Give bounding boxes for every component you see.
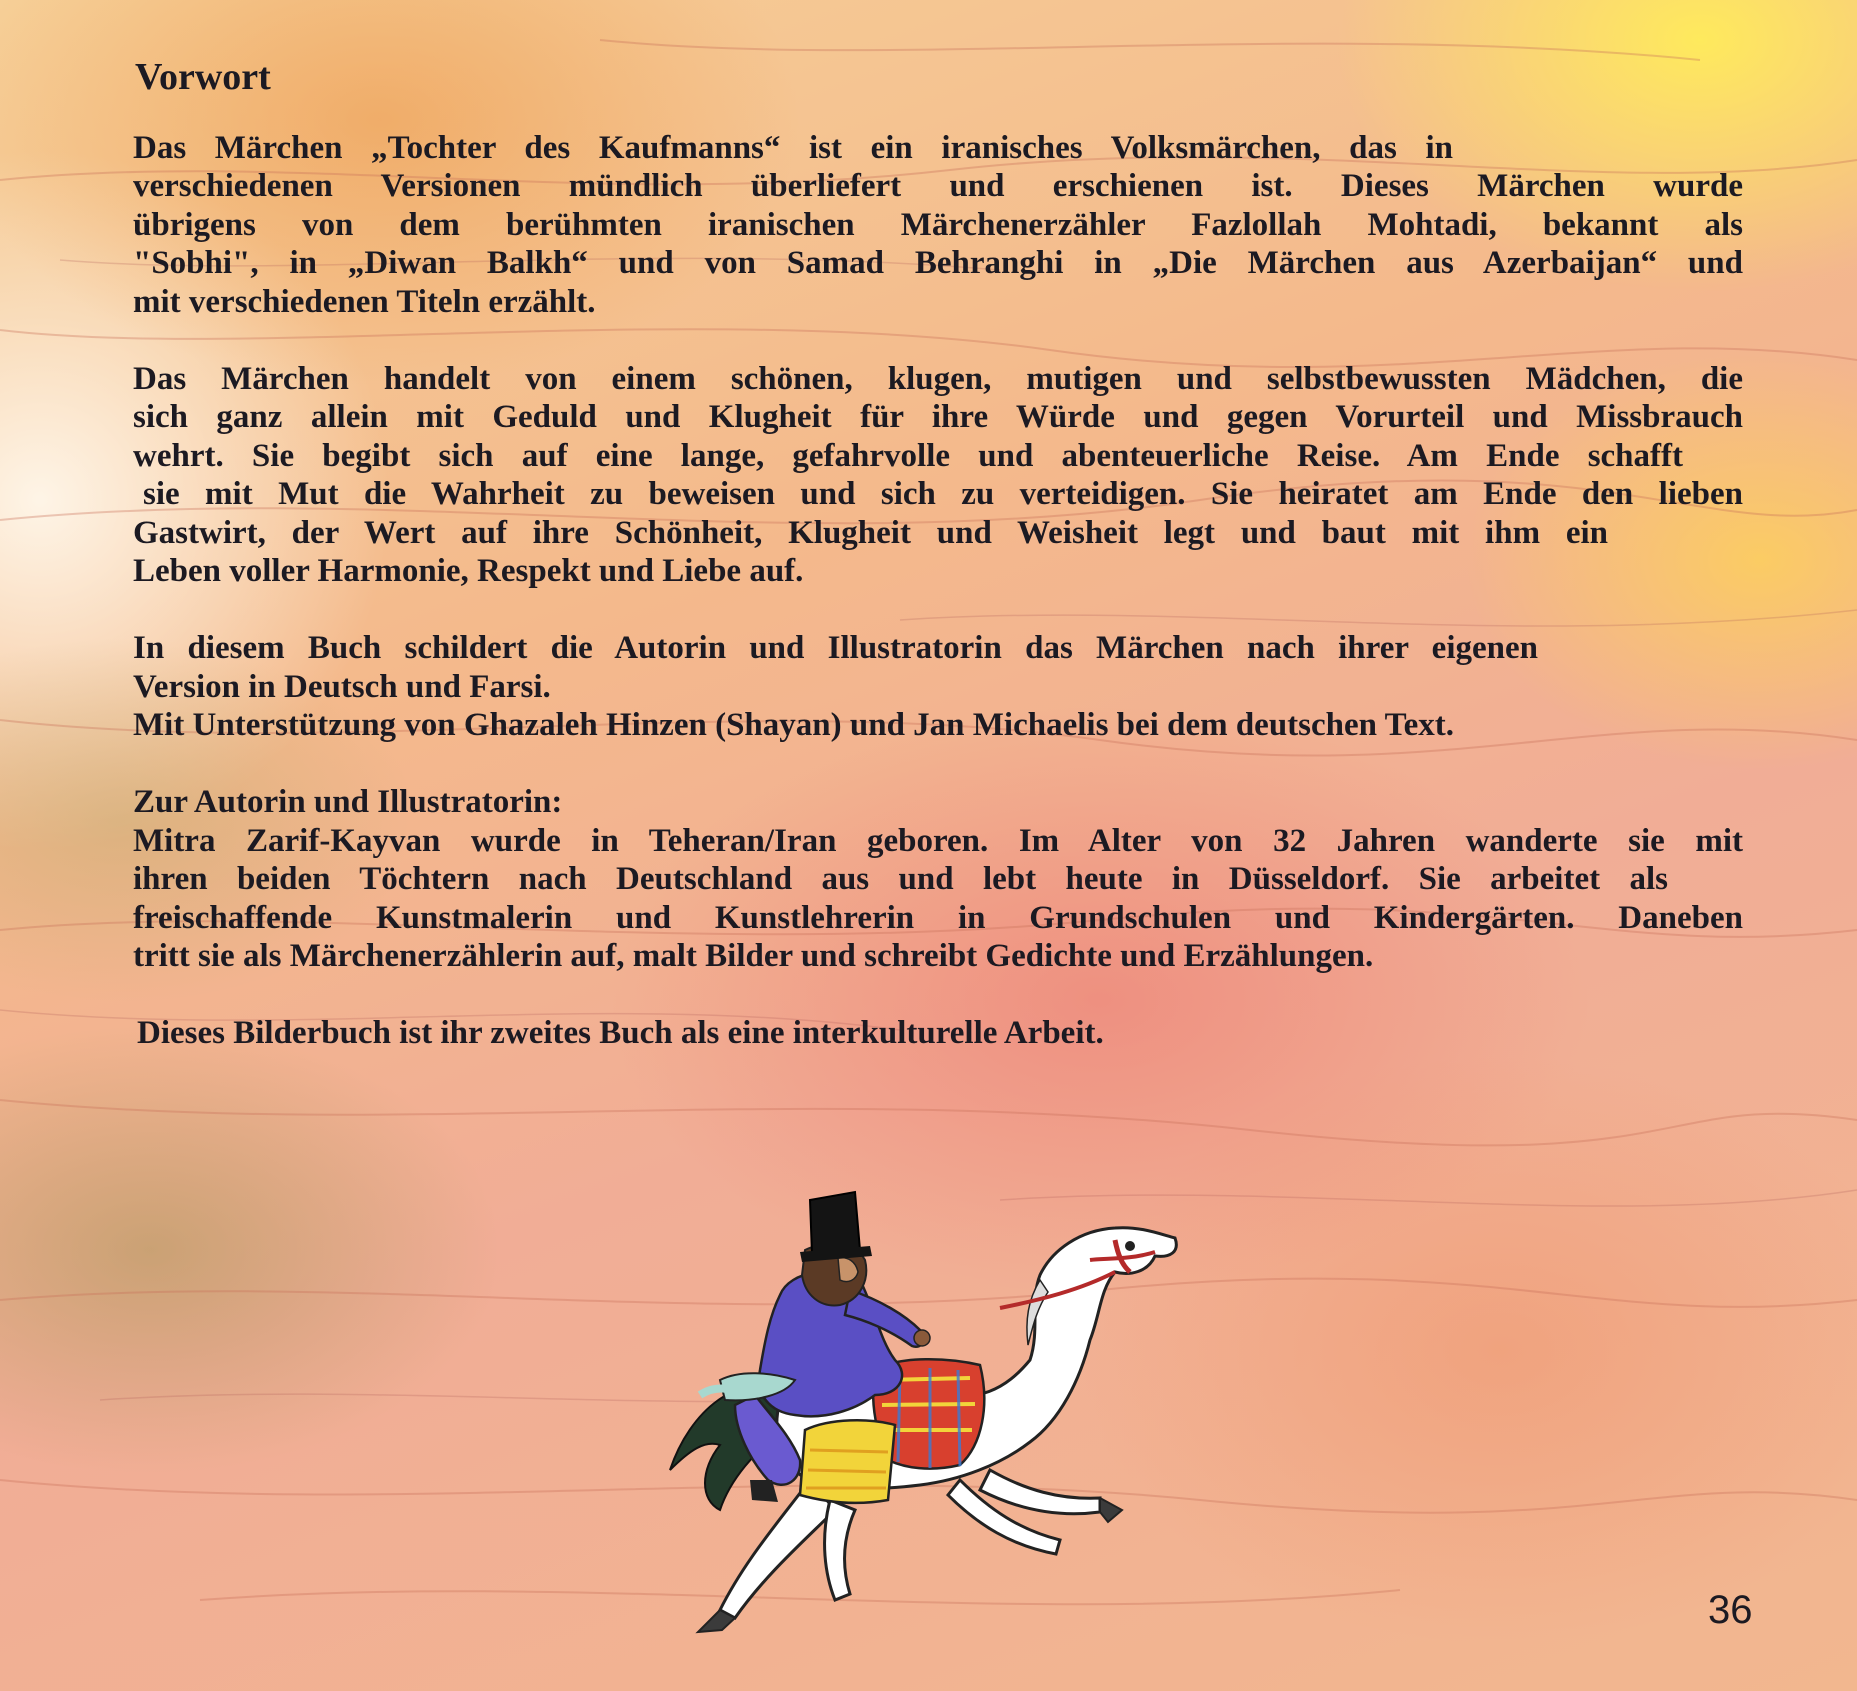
text-line: freischaffende Kunstmalerin und Kunstlehrerin in Grundschulen und Kindergärten. Daneben [133,899,1743,936]
text-line: Das Märchen „Tochter des Kaufmanns“ ist ein iranisches Volksmärchen, das in [133,129,1453,166]
text-line: Version in Deutsch und Farsi. [133,668,551,705]
page-number: 36 [1708,1588,1753,1632]
paragraph-author [133,783,1743,976]
text-line: Gastwirt, der Wert auf ihre Schönheit, Klugheit und Weisheit legt und baut mit ihm ein [133,514,1608,551]
text-line: verschiedenen Versionen mündlich überliefert und erschienen ist. Dieses Märchen wurde [133,168,1743,204]
page-title: Vorwort [135,56,271,98]
author-subheading: Zur Autorin und Illustratorin: [133,784,563,820]
paragraph-intro [133,129,1743,322]
text-line: ihren beiden Töchtern nach Deutschland aus und lebt heute in Düsseldorf. Sie arbeitet als [133,861,1668,897]
preface-text [133,58,1743,1091]
horse-rider-illustration [660,1180,1200,1650]
text-line: "Sobhi", in „Diwan Balkh“ und von Samad Behranghi in „Die Märchen aus Azerbaijan“ und [133,245,1743,281]
paragraph-closing [133,1014,1743,1053]
paragraph-story [133,360,1743,591]
text-line: Dieses Bilderbuch ist ihr zweites Buch als eine interkulturelle Arbeit. [137,1015,1104,1051]
text-line: Mitra Zarif-Kayvan wurde in Teheran/Iran geboren. Im Alter von 32 Jahren wanderte sie mit [133,822,1743,859]
text-line: übrigens von dem berühmten iranischen Märchenerzähler Fazlollah Mohtadi, bekannt als [133,206,1743,243]
text-line: tritt sie als Märchenerzählerin auf, malt Bilder und schreibt Gedichte und Erzählungen. [133,938,1374,974]
text-line: mit verschiedenen Titeln erzählt. [133,283,596,320]
text-line: Das Märchen handelt von einem schönen, klugen, mutigen und selbstbewussten Mädchen, die [133,360,1743,397]
text-line: Leben voller Harmonie, Respekt und Liebe auf. [133,553,804,589]
text-line: wehrt. Sie begibt sich auf eine lange, gefahrvolle und abenteuerliche Reise. Am Ende schafft [133,437,1683,474]
paragraph-book [133,629,1743,745]
text-line: In diesem Buch schildert die Autorin und Illustratorin das Märchen nach ihrer eigenen [133,630,1538,666]
text-line: sie mit Mut die Wahrheit zu beweisen und sich zu verteidigen. Sie heiratet am Ende den lieben [143,476,1743,512]
text-line: Mit Unterstützung von Ghazaleh Hinzen (Shayan) und Jan Michaelis bei dem deutschen Text. [133,707,1455,743]
text-line: sich ganz allein mit Geduld und Klugheit für ihre Würde und gegen Vorurteil und Missbrauch [133,399,1743,435]
